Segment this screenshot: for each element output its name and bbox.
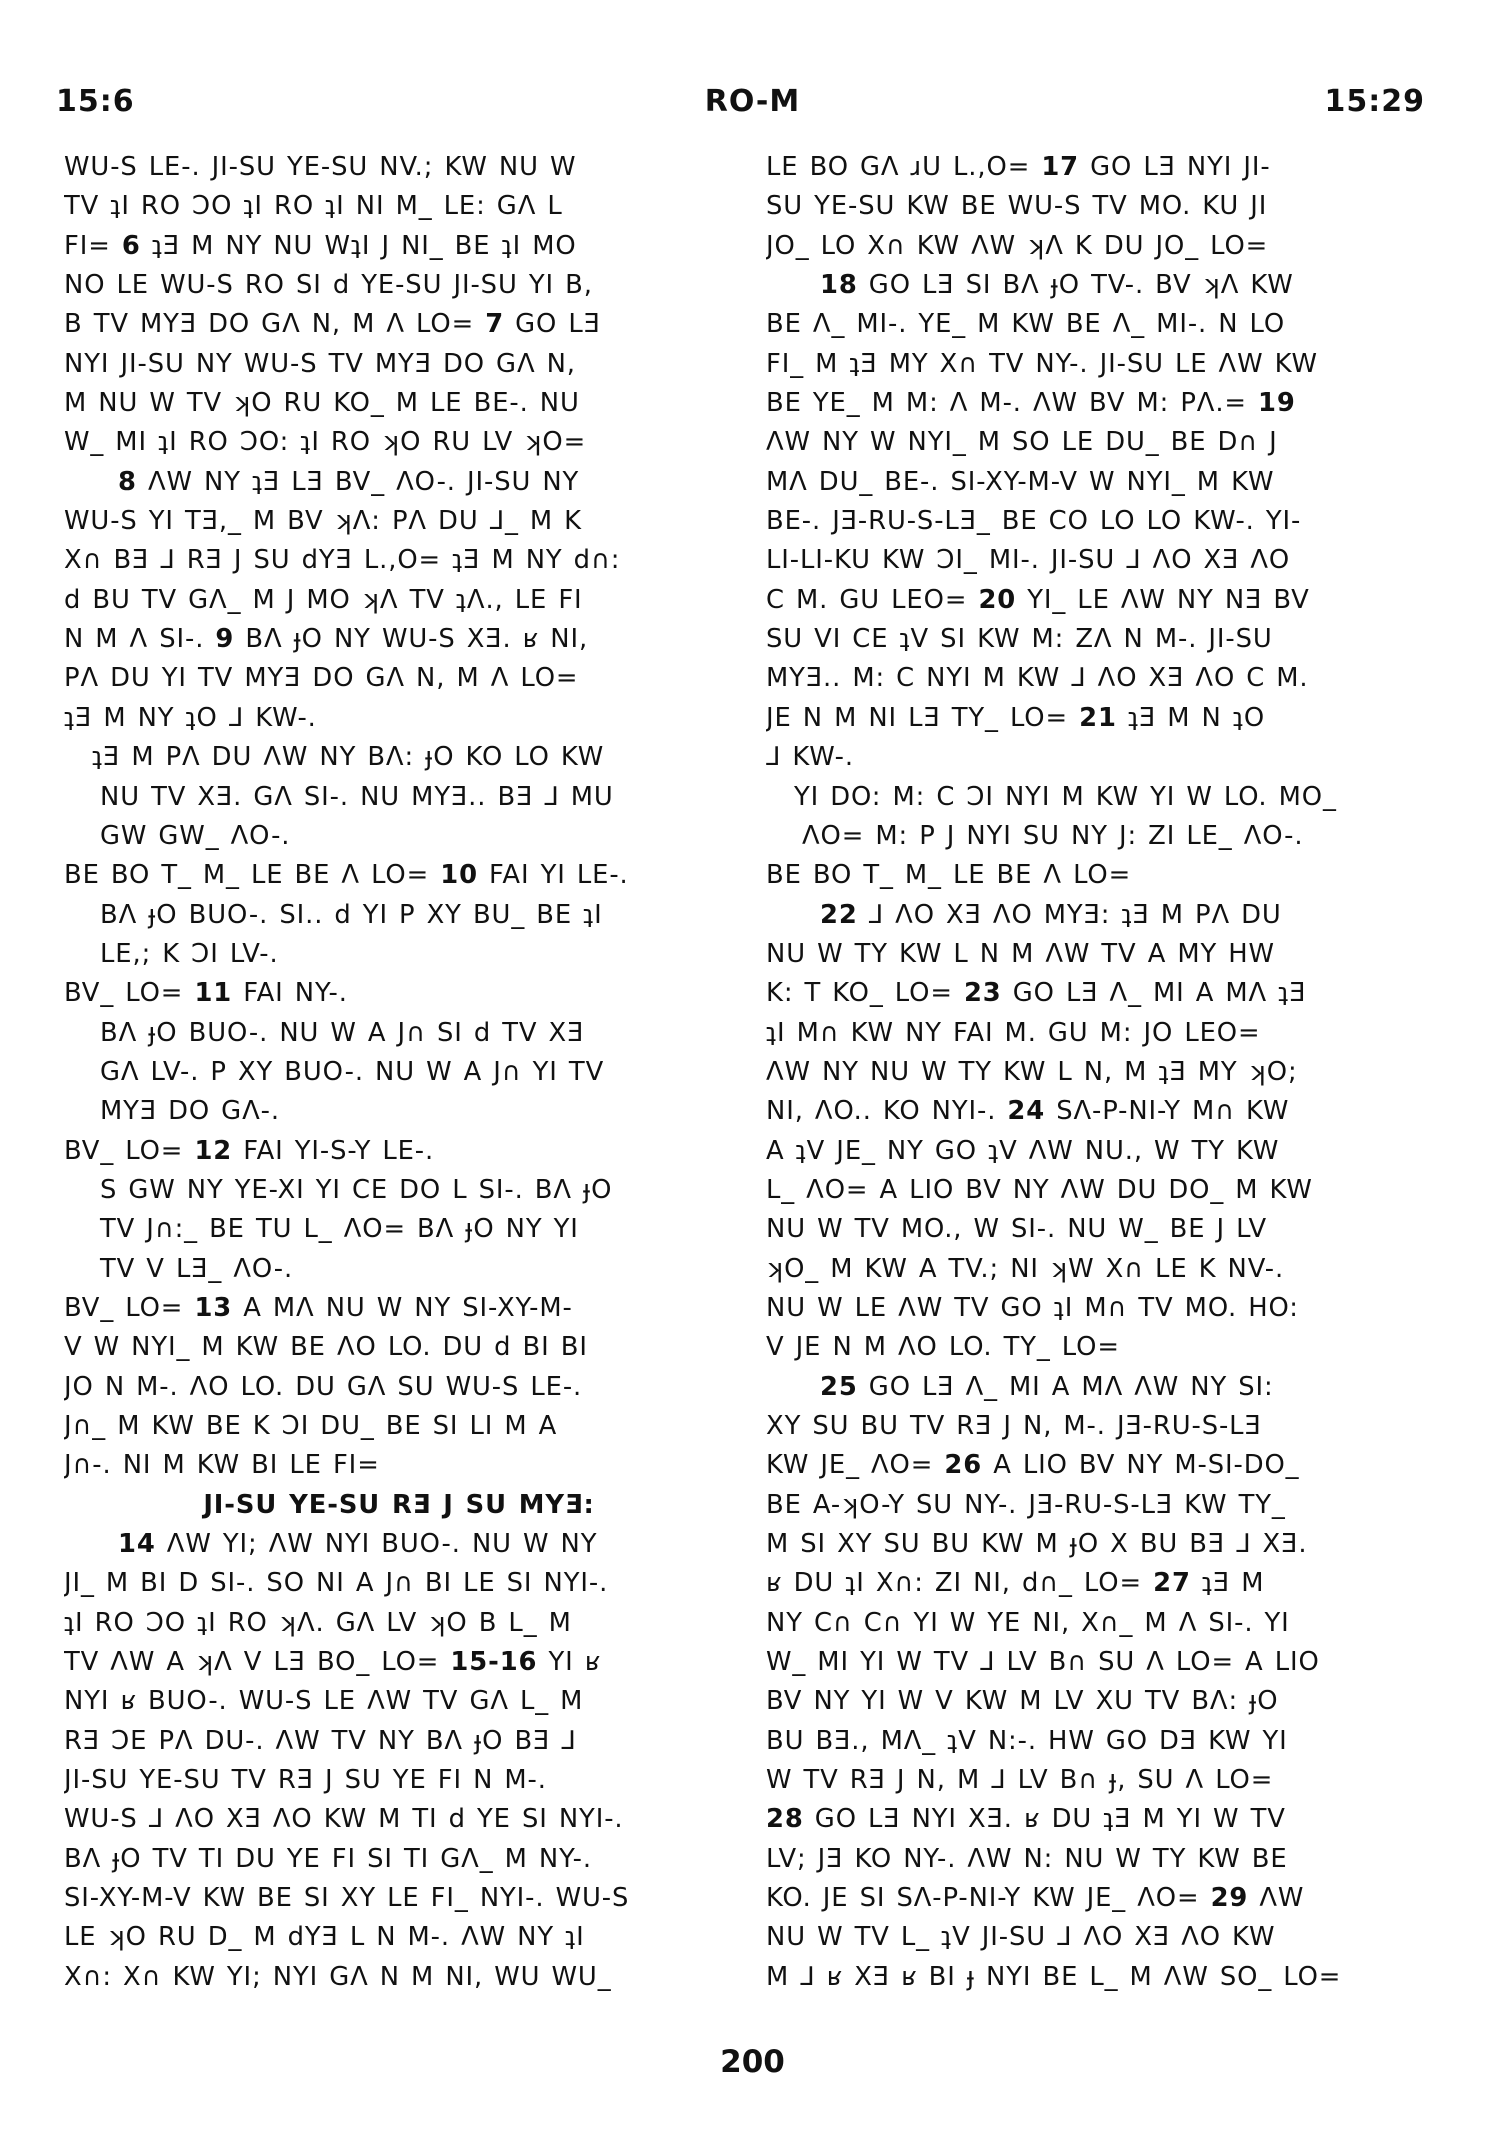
text-line [766,620,1436,659]
text-line [766,305,1436,344]
text-line [64,1800,734,1839]
line-text: ʇI M∩ KW NY FAI M. GU M: JO LEO= [766,1017,1261,1048]
text-line [766,1604,1436,1643]
line-text: ʇƎ M PɅ DU ΛW NY BɅ: ɟO KO LO KW [92,742,605,773]
line-text: SɅ-P-NI-Y M∩ KW [1045,1096,1290,1127]
text-line [64,1840,734,1879]
text-line [766,1682,1436,1721]
text-line [64,423,734,462]
line-text: WU-S LE-. JI-SU YE-SU NV.; KW NU W [64,152,577,182]
text-line [766,1879,1436,1918]
line-text: PɅ DU YI TV MYƎ DO GɅ N, M Λ LO= [64,663,579,694]
line-text: LE,; K ƆI LV-. [100,938,279,969]
line-text: ʁ DU ʇI X∩: ZI NI, d∩_ LO= [766,1568,1154,1599]
text-line [64,581,734,620]
line-text: SU VI CE ʇV SI KW M: ZɅ N M-. JI-SU [766,624,1273,655]
line-text: LE BO GɅ ɹU L.,O= [766,152,1042,182]
text-line [766,1289,1436,1328]
line-text: ΛW YI; ΛW NYI BUO-. NU W NY [155,1529,598,1560]
line-text: A ʇV JE_ NY GO ʇV ΛW NU., W TY KW [766,1135,1280,1166]
line-text: XY SU BU TV RƎ J N, M-. JƎ-RU-S-LƎ [766,1411,1262,1441]
line-text: NU W TV L_ ʇV JI-SU ⅃ ΛO XƎ ΛO KW [766,1922,1276,1953]
verse-number: 18 [820,270,858,301]
line-text: BɅ ɟO NY WU-S XƎ. ʁ NI, [234,624,589,655]
line-text: NY C∩ C∩ YI W YE NI, X∩_ M Λ SI-. YI [766,1607,1290,1638]
text-line [64,1564,734,1603]
text-line [64,1682,734,1721]
text-line [64,1958,734,1997]
line-text: JI-SU YE-SU TV RƎ J SU YE FI N M-. [64,1765,547,1796]
text-line [64,1407,734,1446]
text-line [766,1446,1436,1485]
line-text: BE Λ_ MI-. YE_ M KW BE Λ_ MI-. N LO [766,309,1286,340]
text-line [64,1643,734,1682]
header-chapter-end: 15:29 [1324,84,1425,119]
line-text: GO LƎ [504,309,601,340]
line-text: NO LE WU-S RO SI d YE-SU JI-SU YI B, [64,270,593,301]
line-text: BE-. JƎ-RU-S-LƎ_ BE CO LO LO KW-. YI- [766,506,1302,537]
line-text: ʇƎ M [1190,1568,1265,1599]
line-text: A LIO BV NY M-SI-DO_ [982,1450,1300,1481]
header-chapter-start: 15:6 [56,84,135,119]
text-line [64,305,734,344]
text-line [766,345,1436,384]
verse-number: 15-16 [450,1647,538,1678]
text-line [766,187,1436,226]
text-line [64,1525,734,1564]
line-text: TV ΛW A ʞɅ V LƎ BO_ LO= [64,1647,451,1678]
line-text: BV_ LO= [64,1135,195,1166]
text-line [64,974,734,1013]
line-text: MYƎ DO GɅ-. [100,1096,280,1127]
line-text: KW JE_ ΛO= [766,1450,945,1481]
verse-number: 7 [485,309,505,340]
line-text: FI_ M ʇƎ MY X∩ TV NY-. JI-SU LE ΛW KW [766,348,1318,379]
text-line [766,1132,1436,1171]
line-text: X∩: X∩ KW YI; NYI GɅ N M NI, WU WU_ [64,1961,612,1992]
line-text: BE BO T_ M_ LE BE Λ LO= [64,860,441,891]
text-line [766,502,1436,541]
line-text: W_ MI YI W TV ⅃ LV B∩ SU Λ LO= A LIO [766,1647,1320,1678]
text-line [766,266,1436,305]
verse-number: 23 [963,978,1002,1009]
line-text: S GW NY YE-XI YI CE DO L SI-. BɅ ɟO [100,1174,613,1205]
line-text: YI_ LE ΛW NY NƎ BV [1016,584,1310,615]
line-text: M ⅃ ʁ XƎ ʁ BI ɟ NYI BE L_ M ΛW SO_ LO= [766,1961,1342,1992]
text-line [64,1761,734,1800]
line-text: FAI NY-. [232,978,348,1009]
line-text: NI, ΛO.. KO NYI-. [766,1096,1008,1127]
text-line [766,1643,1436,1682]
text-line [766,1250,1436,1289]
text-line [64,541,734,580]
text-line [766,463,1436,502]
line-text: BV NY YI W V KW M LV XU TV BɅ: ɟO [766,1686,1279,1717]
line-text: ΛW NY ʇƎ LƎ BV_ ΛO-. JI-SU NY [136,466,580,497]
verse-number: 10 [440,860,478,891]
line-text: C M. GU LEO= [766,584,979,615]
line-text: W_ MI ʇI RO ƆO: ʇI RO ʞO RU LV ʞO= [64,427,587,458]
text-line [64,148,734,187]
verse-number: 12 [194,1135,233,1166]
line-text: FAI YI LE-. [477,860,629,891]
line-text: JO_ LO X∩ KW ΛW ʞɅ K DU JO_ LO= [766,230,1269,261]
line-text: BE YE_ M M: Λ M-. ΛW BV M: PɅ.= [766,388,1259,419]
line-text: M SI XY SU BU KW M ɟO X BU BƎ ⅃ XƎ. [766,1529,1308,1560]
verse-number: 20 [978,584,1017,615]
text-line [766,1171,1436,1210]
line-text: NYI JI-SU NY WU-S TV MYƎ DO GɅ N, [64,348,576,379]
line-text: V W NYI_ M KW BE ΛO LO. DU d BI BI [64,1332,588,1363]
line-text: M NU W TV ʞO RU KO_ M LE BE-. NU [64,388,580,419]
verse-number: 24 [1007,1096,1046,1127]
verse-number: 13 [194,1292,233,1323]
line-text: GO LƎ SI BɅ ɟO TV-. BV ʞɅ KW [857,270,1294,301]
line-text: YI ʁ [537,1647,602,1678]
text-line [64,896,734,935]
verse-number: 11 [194,978,233,1009]
text-line [64,1132,734,1171]
text-line [64,1446,734,1485]
line-text: BɅ ɟO TV TI DU YE FI SI TI GɅ_ M NY-. [64,1843,592,1874]
line-text: NU W TV MO., W SI-. NU W_ BE J LV [766,1214,1268,1245]
verse-number: 26 [944,1450,983,1481]
line-text: ΛW NY W NYI_ M SO LE DU_ BE D∩ J [766,427,1278,458]
line-text: SI-XY-M-V KW BE SI XY LE FI_ NYI-. WU-S [64,1883,630,1914]
text-line [64,502,734,541]
line-text: NU TV XƎ. GɅ SI-. NU MYƎ.. BƎ ⅃ MU [100,781,614,812]
verse-number: 25 [820,1371,858,1402]
text-line [64,345,734,384]
text-line [64,1250,734,1289]
line-text: W TV RƎ J N, M ⅃ LV B∩ ɟ, SU Λ LO= [766,1765,1274,1796]
line-text: ΛW [1248,1883,1305,1914]
text-line [64,1879,734,1918]
line-text: GɅ LV-. P XY BUO-. NU W A J∩ YI TV [100,1056,605,1087]
line-text: B TV MYƎ DO GɅ N, M Λ LO= [64,309,486,340]
line-text: BɅ ɟO BUO-. NU W A J∩ SI d TV XƎ [100,1017,585,1048]
text-line [64,187,734,226]
line-text: ʇƎ M N ʇO [1116,702,1266,733]
line-text: JO N M-. ΛO LO. DU GɅ SU WU-S LE-. [64,1371,583,1402]
line-text: KO. JE SI SɅ-P-NI-Y KW JE_ ΛO= [766,1883,1211,1914]
line-text: V JE N M ΛO LO. TY_ LO= [766,1332,1120,1363]
text-line [64,699,734,738]
line-text: ʞO_ M KW A TV.; NI ʞW X∩ LE K NV-. [766,1253,1285,1284]
line-text: X∩ BƎ ⅃ RƎ J SU dYƎ L.,O= ʇƎ M NY d∩: [64,545,621,576]
line-text: NU W LE ΛW TV GO ʇI M∩ TV MO. HO: [766,1292,1299,1323]
text-line [64,1486,734,1525]
line-text: WU-S YI TƎ,_ M BV ʞɅ: PɅ DU ⅃_ M K [64,506,582,537]
text-line [766,1486,1436,1525]
verse-number: 27 [1153,1568,1191,1599]
text-line [766,1918,1436,1957]
text-line [766,896,1436,935]
text-line [766,935,1436,974]
text-line [64,738,734,777]
text-line [64,659,734,698]
text-line [64,1210,734,1249]
text-line [64,817,734,856]
line-text: TV V LƎ_ ΛO-. [100,1253,294,1284]
text-line [64,1092,734,1131]
verse-number: 6 [121,230,141,261]
line-text: K: T KO_ LO= [766,978,964,1009]
text-line [766,1800,1436,1839]
line-text: BU BƎ., MɅ_ ʇV N:-. HW GO DƎ KW YI [766,1725,1288,1756]
text-line [766,1092,1436,1131]
line-text: A MɅ NU W NY SI-XY-M- [232,1292,573,1323]
text-line [766,1564,1436,1603]
text-line [766,1761,1436,1800]
line-text: BV_ LO= [64,978,195,1009]
text-line [64,1722,734,1761]
line-text: FI= [64,230,122,261]
text-line [766,1722,1436,1761]
text-line [766,1840,1436,1879]
text-line [766,384,1436,423]
line-text: GO LƎ NYI XƎ. ʁ DU ʇƎ M YI W TV [803,1804,1286,1835]
text-line [64,227,734,266]
text-line [766,1525,1436,1564]
verse-number: 17 [1041,152,1080,182]
text-line [64,1171,734,1210]
text-line [64,856,734,895]
line-text: ⅃ ΛO XƎ ΛO MYƎ: ʇƎ M PɅ DU [857,899,1282,930]
text-line [766,1407,1436,1446]
text-line [64,1368,734,1407]
line-text: JE N M NI LƎ TY_ LO= [766,702,1080,733]
verse-number: 8 [118,466,137,497]
text-line [766,659,1436,698]
text-line [766,817,1436,856]
text-line [766,699,1436,738]
text-line [766,1328,1436,1367]
line-text: N M Λ SI-. [64,624,216,655]
line-text: TV ʇI RO ƆO ʇI RO ʇI NI M_ LE: GɅ L [64,191,563,222]
text-line [766,1053,1436,1092]
text-line [64,463,734,502]
verse-number: 22 [820,899,858,930]
line-text: NYI ʁ BUO-. WU-S LE ΛW TV GɅ L_ M [64,1686,584,1717]
text-line [766,1014,1436,1053]
text-line [766,227,1436,266]
line-text: WU-S ⅃ ΛO XƎ ΛO KW M TI d YE SI NYI-. [64,1804,624,1835]
line-text: ʇƎ M NY NU WʇI J NI_ BE ʇI MO [140,230,577,261]
line-text: L_ ΛO= A LIO BV NY ΛW DU DO_ M KW [766,1174,1313,1205]
text-line [64,1604,734,1643]
text-line [64,1014,734,1053]
line-text: BɅ ɟO BUO-. SI.. d YI P XY BU_ BE ʇI [100,899,603,930]
line-text: ΛW NY NU W TY KW L N, M ʇƎ MY ʞO; [766,1056,1298,1087]
verse-number: 14 [118,1529,156,1560]
line-text: YI DO: M: C ƆI NYI M KW YI W LO. MO_ [794,781,1337,812]
line-text: BE A-ʞO-Y SU NY-. JƎ-RU-S-LƎ KW TY_ [766,1489,1286,1520]
line-text: JI_ M BI D SI-. SO NI A J∩ BI LE SI NYI-. [64,1568,609,1599]
verse-number: 28 [766,1804,804,1835]
line-text: GO LƎ NYI JI- [1079,152,1271,182]
verse-number: 19 [1258,388,1296,419]
line-text: FAI YI-S-Y LE-. [232,1135,435,1166]
line-text: LI-LI-KU KW ƆI_ MI-. JI-SU ⅃ ΛO XƎ ΛO [766,545,1291,576]
line-text: NU W TY KW L N M ΛW TV A MY HW [766,938,1275,969]
line-text: ʇI RO ƆO ʇI RO ʞɅ. GɅ LV ʞO B L_ M [64,1607,572,1638]
line-text: J∩_ M KW BE K ƆI DU_ BE SI LI M A [64,1411,558,1441]
text-line [64,1918,734,1957]
text-line [766,856,1436,895]
left-text-column [64,148,734,1997]
text-line [64,266,734,305]
text-line [64,1328,734,1367]
verse-number: 21 [1079,702,1117,733]
text-line [766,1210,1436,1249]
text-line [64,620,734,659]
page-number: 200 [720,2044,785,2080]
line-text: TV J∩:_ BE TU L_ ΛO= BɅ ɟO NY YI [100,1214,579,1245]
text-line [64,1289,734,1328]
line-text: SU YE-SU KW BE WU-S TV MO. KU JI [766,191,1268,222]
line-text: LE ʞO RU D_ M dYƎ L N M-. ΛW NY ʇI [64,1922,585,1953]
line-text: LV; JƎ KO NY-. ΛW N: NU W TY KW BE [766,1843,1288,1874]
text-line [766,541,1436,580]
line-text: GO LƎ Λ_ MI A MɅ ʇƎ [1001,978,1307,1009]
right-text-column [766,148,1436,1997]
text-line [766,581,1436,620]
text-line [64,384,734,423]
verse-number: 9 [215,624,235,655]
verse-number: 29 [1210,1883,1249,1914]
line-text: MYƎ.. M: C NYI M KW ⅃ ΛO XƎ ΛO C M. [766,663,1309,694]
line-text: BE BO T_ M_ LE BE Λ LO= [766,860,1132,891]
header-book-title: RO-M [704,84,801,119]
line-text: d BU TV GɅ_ M J MO ʞɅ TV ʇɅ., LE FI [64,584,583,615]
text-line [64,935,734,974]
line-text: BV_ LO= [64,1292,195,1323]
text-line [766,423,1436,462]
text-line [766,738,1436,777]
line-text: MɅ DU_ BE-. SI-XY-M-V W NYI_ M KW [766,466,1275,497]
text-line [64,1053,734,1092]
line-text: J∩-. NI M KW BI LE FI= [64,1450,380,1481]
text-line [766,1368,1436,1407]
line-text: JI-SU YE-SU RƎ J SU MYƎ: [203,1489,595,1520]
text-line [766,778,1436,817]
line-text: RƎ ƆE PɅ DU-. ΛW TV NY BɅ ɟO BƎ ⅃ [64,1725,577,1756]
line-text: GW GW_ ΛO-. [100,820,291,851]
line-text: GO LƎ Λ_ MI A MɅ ΛW NY SI: [857,1371,1274,1402]
line-text: ΛO= M: P J NYI SU NY J: ZI LE_ ΛO-. [802,820,1304,851]
line-text: ⅃ KW-. [766,742,854,773]
text-line [766,1958,1436,1997]
text-line [64,778,734,817]
text-line [766,974,1436,1013]
text-line [766,148,1436,187]
line-text: ʇƎ M NY ʇO ⅃ KW-. [64,702,317,733]
